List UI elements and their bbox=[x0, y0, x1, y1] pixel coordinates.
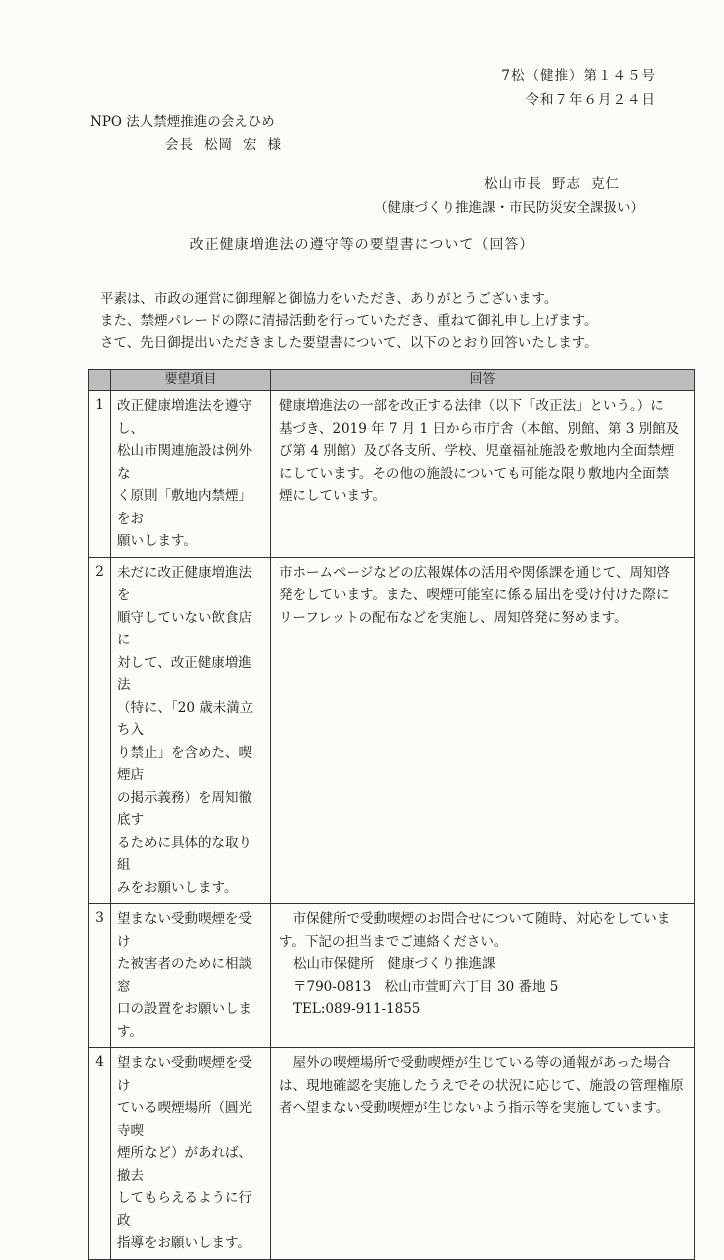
request-line: 望まない受動喫煙を受け bbox=[117, 1055, 252, 1094]
request-line: の掲示義務）を周知徹底す bbox=[117, 789, 252, 828]
request-line: るために具体的な取り組 bbox=[117, 834, 252, 873]
answer-cell bbox=[271, 391, 695, 558]
document-date: 令和７年６月２４日 bbox=[525, 92, 656, 108]
answer-line: は、現地確認を実施したうえでその状況に応じて、施設の管理権原 bbox=[279, 1077, 684, 1094]
sender-title: 松山市長 bbox=[484, 176, 542, 192]
sender-given-name: 克仁 bbox=[591, 176, 620, 192]
request-line: してもらえるように行政 bbox=[117, 1190, 252, 1229]
request-line: 順守していない飲食店に bbox=[117, 609, 252, 648]
answer-cell bbox=[271, 557, 695, 904]
answer-line: 健康増進法の一部を改正する法律（以下「改正法」という。）に bbox=[279, 398, 664, 414]
answer-cell bbox=[271, 904, 695, 1048]
sender-department: （健康づくり推進課・市民防災安全課扱い） bbox=[374, 200, 644, 216]
contact-office: 松山市保健所 健康づくり推進課 bbox=[293, 956, 496, 972]
header-request: 要望項目 bbox=[111, 370, 271, 391]
greeting-line: また、禁煙パレードの際に清掃活動を行っていただき、重ねて御礼申し上げます。 bbox=[100, 313, 598, 329]
recipient-surname: 松岡 bbox=[204, 137, 233, 153]
answer-line: び第 4 別館）及び各支所、学校、児童福祉施設を敷地内全面禁煙 bbox=[279, 443, 675, 459]
request-cell bbox=[111, 1048, 271, 1260]
request-line: た被害者のために相談窓 bbox=[117, 956, 252, 995]
row-number: 3 bbox=[89, 904, 111, 1048]
request-cell bbox=[111, 557, 271, 904]
request-line: 未だに改正健康増進法を bbox=[117, 564, 252, 603]
request-line: り禁止」を含めた、喫煙店 bbox=[117, 744, 252, 783]
request-line: く原則「敷地内禁煙」をお bbox=[117, 488, 252, 527]
request-line: 松山市関連施設は例外な bbox=[117, 443, 252, 482]
recipient-organization: NPO 法人禁煙推進の会えひめ bbox=[90, 114, 275, 130]
answer-line: 発をしています。また、喫煙可能室に係る届出を受け付けた際に bbox=[279, 587, 670, 603]
request-line: ている喫煙場所（圓光寺喫 bbox=[117, 1100, 252, 1139]
request-line: 対して、改正健康増進法 bbox=[117, 654, 252, 693]
response-table bbox=[88, 369, 695, 1260]
header-number bbox=[89, 370, 111, 391]
document-title: 改正健康増進法の遵守等の要望書について（回答） bbox=[189, 237, 535, 253]
request-cell bbox=[111, 904, 271, 1048]
document-number: 7松（健推）第１４５号 bbox=[501, 68, 656, 84]
answer-line: 市ホームページなどの広報媒体の活用や関係課を通じて、周知啓 bbox=[279, 564, 670, 581]
request-line: 望まない受動喫煙を受け bbox=[117, 911, 252, 950]
contact-phone: TEL:089-911-1855 bbox=[293, 1001, 421, 1017]
greeting-line: さて、先日御提出いただきました要望書について、以下のとおり回答いたします。 bbox=[100, 335, 598, 351]
table-row bbox=[89, 1048, 695, 1260]
answer-cell bbox=[271, 1048, 695, 1260]
recipient-title: 会長 bbox=[165, 137, 194, 153]
request-line: 願いします。 bbox=[117, 533, 197, 549]
answer-line: 煙にしています。 bbox=[279, 488, 386, 504]
table-header-row bbox=[89, 370, 695, 391]
recipient-given-name: 宏 bbox=[243, 137, 258, 153]
answer-line: 市保健所で受動喫煙のお問合せについて随時、対応をしていま bbox=[279, 911, 671, 927]
answer-line: にしています。その他の施設についても可能な限り敷地内全面禁 bbox=[279, 465, 670, 482]
request-line: （特に、「20 歳未満立ち入 bbox=[117, 699, 254, 738]
recipient-honorific: 様 bbox=[267, 137, 282, 153]
answer-line: 基づき、2019 年 7 月 1 日から市庁舎（本館、別館、第 3 別館及 bbox=[279, 420, 680, 437]
table-row bbox=[89, 557, 695, 904]
row-number: 1 bbox=[89, 391, 111, 558]
row-number: 4 bbox=[89, 1048, 111, 1260]
sender-name bbox=[484, 172, 630, 192]
contact-address: 〒790-0813 松山市萱町六丁目 30 番地 5 bbox=[293, 978, 559, 995]
request-line: 改正健康増進法を遵守し、 bbox=[117, 398, 252, 437]
recipient-name bbox=[165, 133, 292, 153]
answer-line: 屋外の喫煙場所で受動喫煙が生じている等の通報があった場合 bbox=[279, 1055, 671, 1071]
answer-line: す。下記の担当までご連絡ください。 bbox=[279, 933, 508, 950]
request-cell bbox=[111, 391, 271, 558]
request-line: 口の設置をお願いします。 bbox=[117, 1001, 252, 1040]
answer-line: 者へ望まない受動喫煙が生じないよう指示等を実施しています。 bbox=[279, 1100, 670, 1116]
table-row bbox=[89, 391, 695, 558]
header-answer: 回答 bbox=[271, 370, 695, 391]
answer-line: リーフレットの配布などを実施し、周知啓発に努めます。 bbox=[279, 609, 628, 626]
sender-surname: 野志 bbox=[552, 176, 581, 192]
request-line: みをお願いします。 bbox=[117, 879, 238, 896]
table-row bbox=[89, 904, 695, 1048]
request-line: 煙所など）があれば、撤去 bbox=[117, 1145, 252, 1184]
request-line: 指導をお願いします。 bbox=[117, 1235, 251, 1251]
greeting-line: 平素は、市政の運営に御理解と御協力をいただき、ありがとうございます。 bbox=[100, 291, 558, 307]
row-number: 2 bbox=[89, 557, 111, 904]
